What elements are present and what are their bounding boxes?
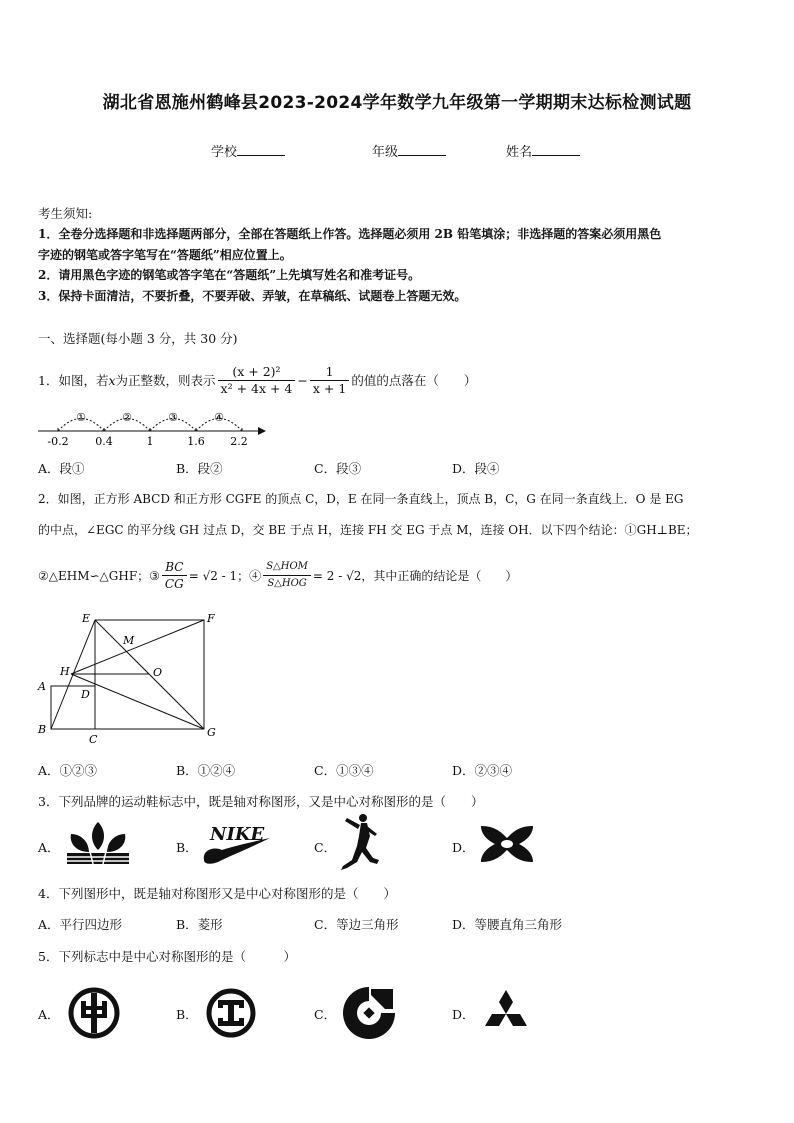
q1-var-x: x bbox=[108, 372, 116, 388]
label-d: D bbox=[81, 688, 90, 701]
tick-label-4: 1.6 bbox=[187, 435, 205, 448]
grade-blank bbox=[398, 143, 446, 156]
page-title: 湖北省恩施州鹤峰县2023-2024学年数学九年级第一学期期末达标检测试题 bbox=[102, 93, 692, 113]
q2-l3c: = 2 - √2，其中正确的结论是（ ） bbox=[312, 568, 518, 583]
notice-heading: 考生须知: bbox=[38, 206, 93, 221]
q2-fraction-bc-cg bbox=[162, 559, 187, 592]
icbc-logo bbox=[205, 987, 257, 1039]
tick-label-5: 2.2 bbox=[230, 435, 248, 448]
jordan-jumpman-logo bbox=[337, 812, 383, 874]
school-blank bbox=[237, 143, 285, 156]
segment-label-4: ④ bbox=[214, 411, 224, 424]
number-line-arrow bbox=[258, 427, 266, 435]
q2-line-2: 的中点，∠EGC 的平分线 GH 过点 D，交 BE 于点 H，连接 FH 交 EG 于点 M，连接 OH．以下四个结论：①GH⊥BE； bbox=[38, 523, 698, 537]
q3-option-b[interactable]: B． bbox=[176, 840, 198, 855]
q1-option-b[interactable]: B．段② bbox=[176, 461, 223, 476]
q2-l3b: = √2 - 1；④ bbox=[188, 568, 262, 583]
q1-option-a[interactable]: A．段① bbox=[38, 461, 85, 476]
q3-option-a[interactable]: A． bbox=[38, 840, 60, 855]
section-heading: 一、选择题(每小题 3 分，共 30 分) bbox=[38, 331, 238, 346]
line-gh bbox=[71, 674, 204, 729]
segment-label-3: ③ bbox=[168, 411, 178, 424]
tick-label-2: 0.4 bbox=[95, 435, 113, 448]
grade-field bbox=[372, 141, 446, 160]
under-armour-logo bbox=[477, 822, 537, 866]
label-o: O bbox=[153, 666, 163, 679]
q1-frac1-num: (x + 2)² bbox=[218, 364, 296, 381]
trefoil-base bbox=[67, 853, 129, 864]
q5-option-a[interactable]: A． bbox=[38, 1007, 60, 1022]
segment-label-2: ② bbox=[122, 411, 132, 424]
q2-figure bbox=[34, 608, 224, 748]
nike-wordmark: NIKE bbox=[210, 824, 265, 845]
q4-stem: 4．下列图形中，既是轴对称图形又是中心对称图形的是（ ） bbox=[38, 886, 396, 901]
name-blank bbox=[532, 143, 580, 156]
q3-option-d[interactable]: D． bbox=[452, 840, 475, 855]
segment-label-1: ① bbox=[76, 411, 86, 424]
q2-option-d[interactable]: D．②③④ bbox=[452, 763, 513, 778]
q2-option-a[interactable]: A．①②③ bbox=[38, 763, 98, 778]
q2-option-b[interactable]: B．①②④ bbox=[176, 763, 236, 778]
notice-line-1a: 1．全卷分选择题和非选择题两部分，全部在答题纸上作答。选择题必须用 2B 铅笔填涂；非选择题的答案必须用黑色 bbox=[38, 227, 662, 241]
q1-mid: 为正整数，则表示 bbox=[115, 373, 216, 388]
q1-post: 的值的点落在（ ） bbox=[351, 373, 477, 388]
tick-label-3: 1 bbox=[146, 435, 154, 448]
q4-option-b[interactable]: B．菱形 bbox=[176, 917, 223, 932]
q3-stem: 3．下列品牌的运动鞋标志中，既是轴对称图形，又是中心对称图形的是（ ） bbox=[38, 794, 484, 809]
notice-line-2: 2．请用黑色字迹的钢笔或答字笔在“答题纸”上先填写姓名和准考证号。 bbox=[38, 268, 421, 282]
q5-option-d[interactable]: D． bbox=[452, 1007, 475, 1022]
agricultural-bank-logo bbox=[68, 987, 120, 1039]
label-m: M bbox=[123, 634, 135, 647]
school-label: 学校 bbox=[211, 145, 238, 160]
label-f: F bbox=[207, 612, 215, 625]
q5-option-b[interactable]: B． bbox=[176, 1007, 198, 1022]
grade-label: 年级 bbox=[372, 145, 399, 160]
label-a: A bbox=[38, 680, 46, 693]
tick-label-1: -0.2 bbox=[47, 435, 69, 448]
q2-line-3 bbox=[38, 553, 517, 597]
q2-line-1: 2．如图，正方形 ABCD 和正方形 CGFE 的顶点 C，D，E 在同一条直线上，顶点 B，C，G 在同一条直线上．O 是 EG bbox=[38, 492, 684, 506]
q1-option-c[interactable]: C．段③ bbox=[314, 461, 362, 476]
q1-fraction-1 bbox=[218, 364, 296, 397]
school-field bbox=[211, 141, 285, 160]
mitsubishi-logo bbox=[480, 988, 532, 1034]
line-fh bbox=[71, 620, 204, 674]
q2-frac2-num: S△HOM bbox=[263, 559, 311, 576]
q1-frac2-num: 1 bbox=[310, 364, 349, 381]
ccb-logo bbox=[341, 985, 397, 1041]
q1-frac2-den: x + 1 bbox=[312, 380, 347, 396]
label-e: E bbox=[82, 612, 91, 625]
adidas-trefoil-logo bbox=[63, 820, 133, 866]
label-h: H bbox=[60, 665, 70, 678]
q1-minus: − bbox=[297, 372, 308, 388]
q2-frac2-den: S△HOG bbox=[267, 577, 307, 589]
label-c: C bbox=[89, 733, 98, 746]
nike-logo bbox=[200, 820, 272, 866]
label-g: G bbox=[207, 726, 216, 739]
q2-frac1-num: BC bbox=[162, 559, 187, 576]
q1-fraction-2 bbox=[310, 364, 349, 397]
q2-l3a: ②△EHM∽△GHF；③ bbox=[38, 568, 160, 583]
q1-option-d[interactable]: D．段④ bbox=[452, 461, 500, 476]
q5-option-c[interactable]: C． bbox=[314, 1007, 337, 1022]
q3-option-c[interactable]: C． bbox=[314, 840, 337, 855]
name-label: 姓名 bbox=[506, 145, 533, 160]
q1-number-line bbox=[36, 404, 268, 450]
q5-stem: 5．下列标志中是中心对称图形的是（ ） bbox=[38, 949, 296, 964]
notice-line-1b: 字迹的钢笔或答字笔写在“答题纸”相应位置上。 bbox=[38, 248, 292, 262]
q4-option-c[interactable]: C．等边三角形 bbox=[314, 917, 399, 932]
q2-option-c[interactable]: C．①③④ bbox=[314, 763, 374, 778]
q1-stem bbox=[38, 357, 476, 403]
q2-fraction-area bbox=[263, 559, 311, 592]
notice-line-3: 3．保持卡面清洁，不要折叠，不要弄破、弄皱，在草稿纸、试题卷上答题无效。 bbox=[38, 289, 467, 303]
q1-frac1-den: x² + 4x + 4 bbox=[220, 380, 293, 396]
name-field bbox=[506, 141, 580, 160]
trefoil-leaf-center bbox=[92, 822, 104, 850]
q2-frac1-den: CG bbox=[164, 576, 184, 591]
label-b: B bbox=[38, 723, 47, 736]
q4-option-d[interactable]: D．等腰直角三角形 bbox=[452, 917, 563, 932]
q1-pre: 1．如图，若 bbox=[38, 373, 109, 388]
q4-option-a[interactable]: A．平行四边形 bbox=[38, 917, 123, 932]
